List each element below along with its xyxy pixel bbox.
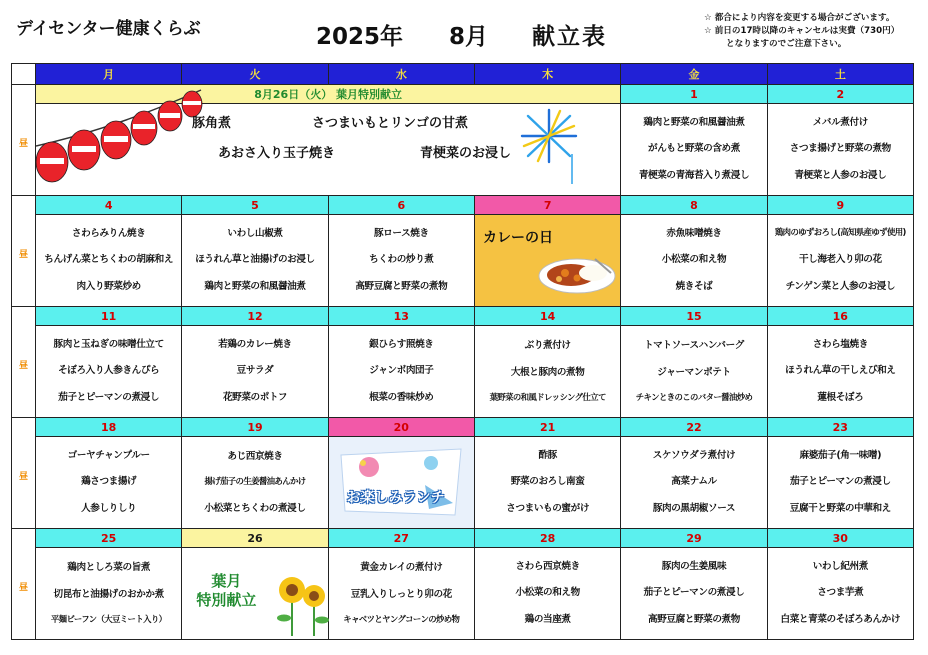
note-cancel-cont: となりますのでご注意下さい。 — [726, 39, 847, 49]
date-number: 25 — [36, 529, 181, 548]
special-dish-1: 豚角煮 — [192, 116, 232, 131]
dish: 鶏肉のゆずおろし(高知県産ゆず使用) — [774, 226, 906, 237]
day-cell — [474, 307, 620, 418]
day-cell — [767, 196, 913, 307]
date-number: 29 — [621, 529, 766, 548]
day-cell — [474, 418, 620, 529]
firework-icon — [514, 106, 584, 186]
dish: 蓮根そぼろ — [817, 391, 864, 403]
dish: 鶏肉と野菜の和風醤油煮 — [643, 117, 745, 129]
day-cell — [328, 196, 474, 307]
dish: 豆乳入りしっとり卯の花 — [350, 588, 452, 600]
dish: 鶏肉としろ菜の旨煮 — [67, 561, 151, 573]
row-label: 昼 — [12, 85, 36, 196]
sunflower-icon — [274, 574, 330, 636]
row-label: 昼 — [12, 529, 36, 640]
date-number: 15 — [621, 307, 766, 326]
dish: チンゲン菜と人参のお浸し — [785, 280, 896, 292]
dish: ちくわの炒り煮 — [369, 254, 434, 266]
dish: スケソウダラ煮付け — [652, 450, 736, 462]
dish: キャベツとヤングコーンの炒め物 — [343, 613, 460, 624]
special-day-label — [196, 572, 256, 610]
dish: いわし紀州煮 — [812, 561, 868, 573]
dish: 小松菜とちくわの煮浸し — [204, 502, 306, 514]
party-icon — [335, 445, 467, 521]
title-month: 8月 — [449, 24, 489, 50]
date-number: 8 — [621, 196, 766, 215]
weekday-wed: 水 — [328, 64, 474, 85]
day-cell — [182, 196, 328, 307]
day-cell — [182, 418, 328, 529]
facility-name: デイセンター健康くらぶ — [16, 19, 201, 39]
dish: さつまいもの蜜がけ — [506, 502, 590, 514]
date-number: 5 — [182, 196, 327, 215]
dish: ジャーマンポテト — [657, 366, 731, 378]
dish: いわし山椒煮 — [227, 228, 283, 240]
day-cell — [36, 529, 182, 640]
day-cell — [182, 307, 328, 418]
special-day-label-1: 葉月 — [211, 572, 242, 590]
dish: 揚げ茄子の生姜醤油あんかけ — [204, 475, 306, 486]
dish: 鶏肉と野菜の和風醤油煮 — [204, 280, 306, 292]
title-year: 2025年 — [316, 24, 404, 50]
curry-day-label: カレーの日 — [482, 230, 553, 246]
date-number: 4 — [36, 196, 181, 215]
day-cell — [328, 307, 474, 418]
special-menu-banner — [36, 85, 621, 196]
dish: 干し海老入り卯の花 — [798, 253, 882, 265]
dish: 麻婆茄子(角一味噌) — [799, 450, 882, 462]
date-number: 26 — [182, 529, 327, 548]
row-label: 昼 — [12, 418, 36, 529]
dish: 切昆布と油揚げのおかか煮 — [53, 588, 164, 600]
dish: がんもと野菜の含め煮 — [648, 143, 740, 155]
dish: 小松菜の和え物 — [515, 587, 580, 599]
menu-calendar — [11, 63, 914, 640]
weekday-sat: 土 — [767, 64, 913, 85]
day-cell — [621, 85, 767, 196]
date-number: 30 — [768, 529, 913, 548]
dish: さつま芋煮 — [817, 587, 864, 599]
day-cell — [767, 418, 913, 529]
dish: 茄子とピーマンの煮浸し — [643, 587, 745, 599]
weekday-fri: 金 — [621, 64, 767, 85]
dish: 野菜のおろし南蛮 — [510, 476, 585, 488]
day-cell — [36, 307, 182, 418]
dish: 茄子とピーマンの煮浸し — [789, 476, 891, 488]
special-dish-4: 青梗菜のお浸し — [420, 146, 512, 161]
dish: チキンときのこのバター醤油炒め — [635, 391, 753, 402]
weekday-mon: 月 — [36, 64, 182, 85]
date-number: 2 — [768, 85, 913, 104]
dish: 豚肉の生姜風味 — [661, 561, 727, 573]
dish: さわら塩焼き — [812, 339, 868, 351]
curry-day-cell — [474, 196, 620, 307]
dish: ほうれん草の干しえび和え — [785, 365, 896, 377]
date-number: 11 — [36, 307, 181, 326]
day-cell — [621, 307, 767, 418]
dish: ゴーヤチャンプルー — [67, 450, 150, 462]
special-dish-3: あおさ入り玉子焼き — [218, 146, 336, 161]
dish: さつま揚げと野菜の煮物 — [789, 143, 891, 155]
date-number: 21 — [475, 418, 620, 437]
dish: ほうれん草と油揚げのお浸し — [195, 254, 315, 266]
dish: 焼きそば — [675, 280, 713, 292]
dish: 小松菜の和え物 — [661, 254, 727, 266]
dish: 酢豚 — [538, 450, 557, 462]
note-cancel: ☆ 前日の17時以降のキャンセルは実費（730円） — [704, 26, 900, 36]
dish: メバル煮付け — [812, 117, 868, 129]
dish: 豚肉の黒胡椒ソース — [652, 502, 736, 514]
dish: 豆サラダ — [236, 365, 274, 377]
fun-lunch-cell — [328, 418, 474, 529]
day-cell — [621, 529, 767, 640]
dish: 豚ロース焼き — [373, 228, 429, 240]
dish: ジャンボ肉団子 — [369, 365, 434, 377]
day-cell — [36, 196, 182, 307]
dish: トマトソースハンバーグ — [643, 339, 744, 351]
notes — [704, 12, 899, 51]
dish: 青梗菜の青海苔入り煮浸し — [638, 169, 750, 181]
dish: 茄子とピーマンの煮浸し — [58, 391, 160, 403]
weekday-thu: 木 — [474, 64, 620, 85]
day-cell — [767, 529, 913, 640]
row-label: 昼 — [12, 307, 36, 418]
dish: 若鶏のカレー焼き — [218, 339, 292, 351]
date-number: 18 — [36, 418, 181, 437]
day-cell — [767, 307, 913, 418]
date-number: 13 — [329, 307, 474, 326]
dish: 花野菜のポトフ — [222, 391, 288, 403]
weekday-tue: 火 — [182, 64, 328, 85]
day-cell — [621, 418, 767, 529]
dish: 大根と豚肉の煮物 — [510, 366, 585, 378]
date-number: 20 — [329, 418, 474, 437]
day-cell — [474, 529, 620, 640]
date-number: 16 — [768, 307, 913, 326]
dish: 平麺ビーフン（大豆ミート入り） — [50, 613, 167, 624]
dish: 肉入り野菜炒め — [76, 280, 141, 292]
dish: 鶏の当座煮 — [524, 613, 571, 625]
day-cell — [767, 85, 913, 196]
special-dish-2: さつまいもとリンゴの甘煮 — [312, 116, 469, 131]
date-number: 27 — [329, 529, 474, 548]
dish: 鶏さつま揚げ — [81, 476, 137, 488]
dish: 高野豆腐と野菜の煮物 — [648, 613, 740, 625]
dish: ぶり煮付け — [524, 339, 571, 351]
date-number: 19 — [182, 418, 327, 437]
title-menu: 献立表 — [532, 24, 607, 50]
day-cell — [36, 418, 182, 529]
special-day-label-2: 特別献立 — [196, 591, 257, 609]
curry-icon — [537, 251, 617, 297]
dish: あじ西京焼き — [227, 450, 283, 462]
date-number: 14 — [475, 307, 620, 326]
date-number: 7 — [475, 196, 620, 215]
dish: 豚肉と玉ねぎの味噌仕立て — [53, 339, 164, 351]
note-change: ☆ 都合により内容を変更する場合がございます。 — [704, 13, 895, 23]
day-cell — [621, 196, 767, 307]
dish: 葉野菜の和風ドレッシング仕立て — [489, 391, 606, 402]
row-label: 昼 — [12, 196, 36, 307]
dish: 高菜ナムル — [671, 476, 717, 488]
dish: 青梗菜と人参のお浸し — [794, 169, 887, 181]
dish: 豆腐干と野菜の中華和え — [789, 502, 891, 514]
dish: さわら西京焼き — [515, 561, 580, 573]
dish: 白菜と青菜のそぼろあんかけ — [780, 613, 901, 625]
dish: 黄金カレイの煮付け — [360, 561, 443, 573]
date-number: 12 — [182, 307, 327, 326]
special-menu-header: 8月26日（火） 葉月特別献立 — [36, 85, 620, 104]
date-number: 9 — [768, 196, 913, 215]
date-number: 23 — [768, 418, 913, 437]
dish: 銀ひらす照焼き — [369, 339, 434, 351]
fun-lunch-label: お楽しみランチ — [346, 490, 445, 506]
special-day-cell — [182, 529, 328, 640]
dish: 根菜の香味炒め — [369, 391, 434, 403]
dish: さわらみりん焼き — [71, 228, 146, 240]
date-number: 6 — [329, 196, 474, 215]
date-number: 1 — [621, 85, 766, 104]
lantern-icon — [36, 88, 211, 198]
dish: そぼろ入り人参きんぴら — [58, 365, 160, 377]
corner-cell — [12, 64, 36, 85]
dish: 赤魚味噌焼き — [666, 228, 722, 240]
dish: 人参しりしり — [81, 502, 137, 514]
dish: 高野豆腐と野菜の煮物 — [355, 280, 448, 292]
dish: ちんげん菜とちくわの胡麻和え — [44, 254, 174, 266]
date-number: 28 — [475, 529, 620, 548]
day-cell — [328, 529, 474, 640]
date-number: 22 — [621, 418, 766, 437]
